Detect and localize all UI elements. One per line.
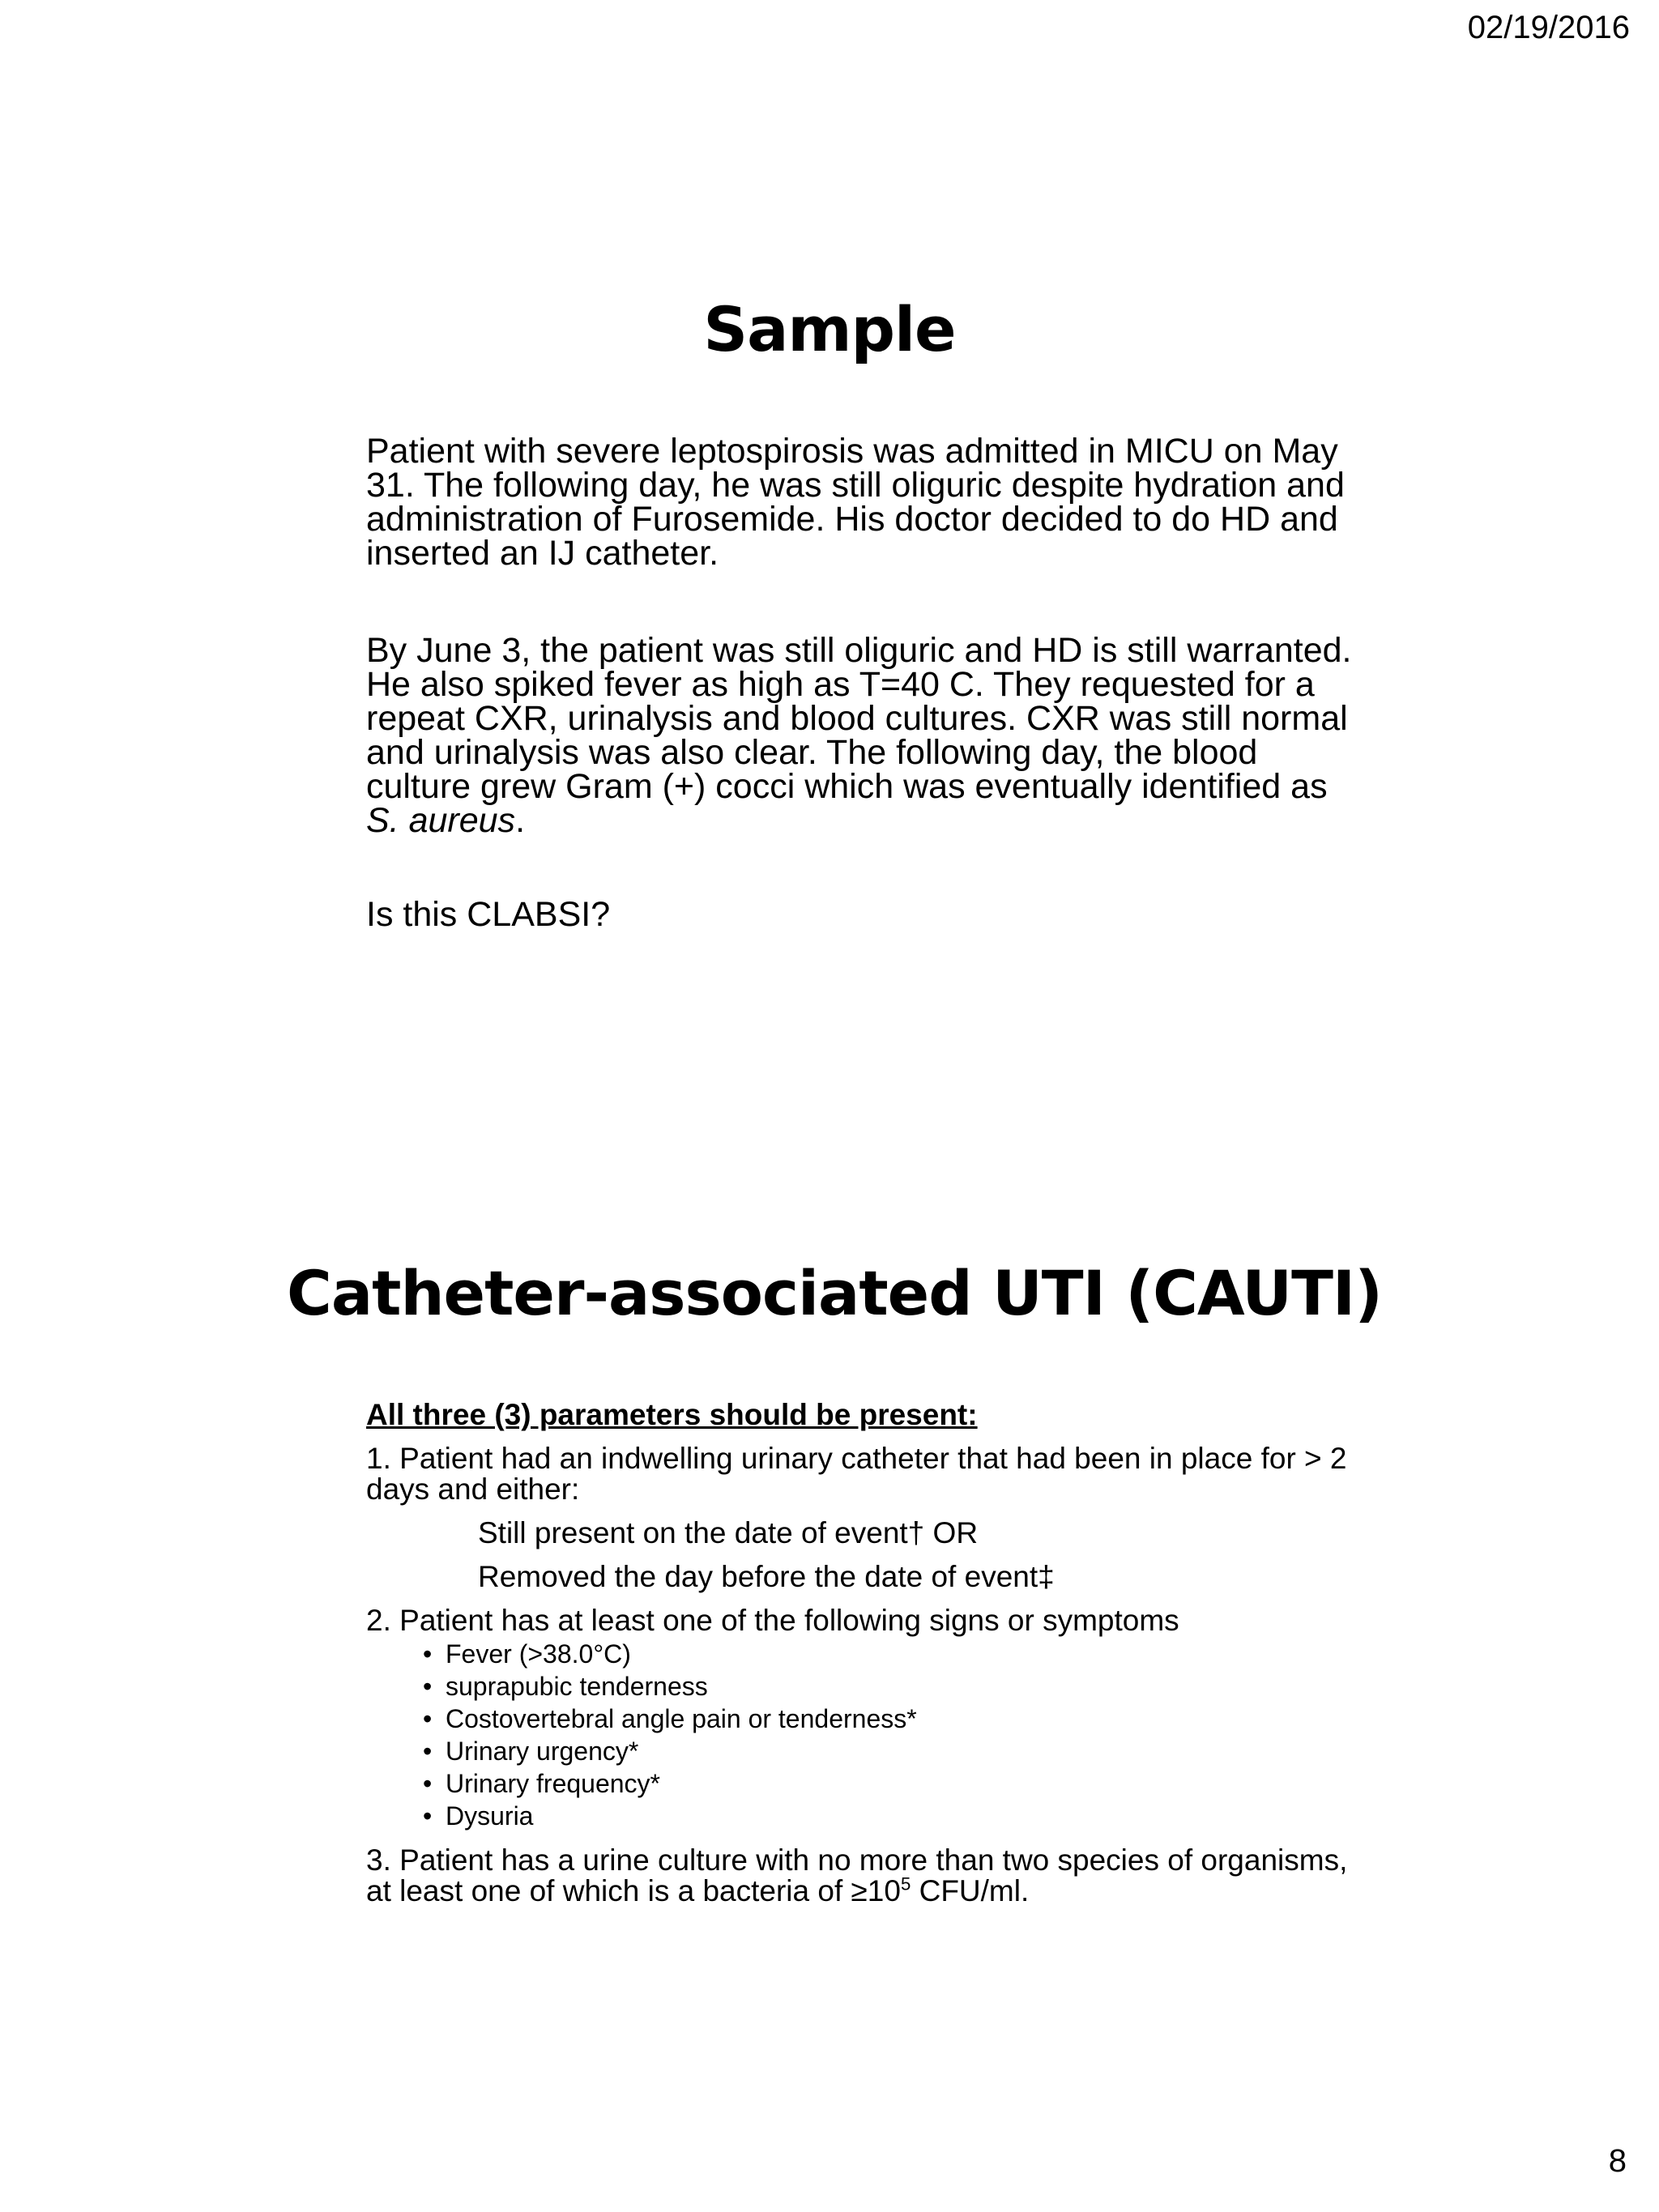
slide-date: 02/19/2016 xyxy=(1467,10,1630,45)
case-question: Is this CLABSI? xyxy=(366,895,611,934)
symptom-item: • suprapubic tenderness xyxy=(423,1670,1371,1703)
criterion-3-unit: CFU/ml. xyxy=(911,1874,1030,1907)
criterion-1: 1. Patient had an indwelling urinary catheter that had been in place for > 2 days and either: xyxy=(366,1442,1347,1506)
case-paragraph-2-end: . xyxy=(515,801,526,840)
exponent: 5 xyxy=(900,1873,911,1894)
symptom-list xyxy=(366,1638,1371,1832)
case-paragraph-2 xyxy=(366,631,1363,840)
organism-name: S. aureus xyxy=(366,801,516,840)
criterion-2: 2. Patient has at least one of the following signs or symptoms xyxy=(366,1604,1179,1637)
cauti-criteria xyxy=(366,1400,1371,1907)
slide-title-sample: Sample xyxy=(703,293,956,365)
criterion-3-text: 3. Patient has a urine culture with no more than two species of organisms, at least one of which is a bacteria of ≥10 xyxy=(366,1843,1348,1907)
criteria-heading: All three (3) parameters should be present: xyxy=(366,1398,978,1431)
symptom-item: • Urinary frequency* xyxy=(423,1767,1371,1800)
criterion-1-option-2: Removed the day before the date of event‡ xyxy=(478,1560,1055,1593)
symptom-item: • Dysuria xyxy=(423,1800,1371,1832)
criterion-3 xyxy=(366,1845,1371,1907)
criterion-1-option-1: Still present on the date of event† OR xyxy=(478,1516,979,1549)
symptom-item: • Costovertebral angle pain or tenderness* xyxy=(423,1703,1371,1735)
case-paragraph-1: Patient with severe leptospirosis was admitted in MICU on May 31. The following day, he was still oliguric despite hydration and administration of Furosemide. His doctor decided to do HD and inserted an IJ catheter. xyxy=(366,432,1345,573)
page-number: 8 xyxy=(1608,2143,1627,2179)
case-paragraph-2-text: By June 3, the patient was still oliguric and HD is still warranted. He also spiked fever as high as T=40 C. They requested for a repeat CXR, urinalysis and blood cultures. CXR was still normal and urinalysis was also clear. The following day, the blood culture grew Gram (+) cocci which was eventually identified as xyxy=(366,631,1352,806)
slide-title-cauti: Catheter-associated UTI (CAUTI) xyxy=(287,1257,1382,1329)
symptom-item: • Fever (>38.0°C) xyxy=(423,1638,1371,1670)
symptom-item: • Urinary urgency* xyxy=(423,1735,1371,1767)
